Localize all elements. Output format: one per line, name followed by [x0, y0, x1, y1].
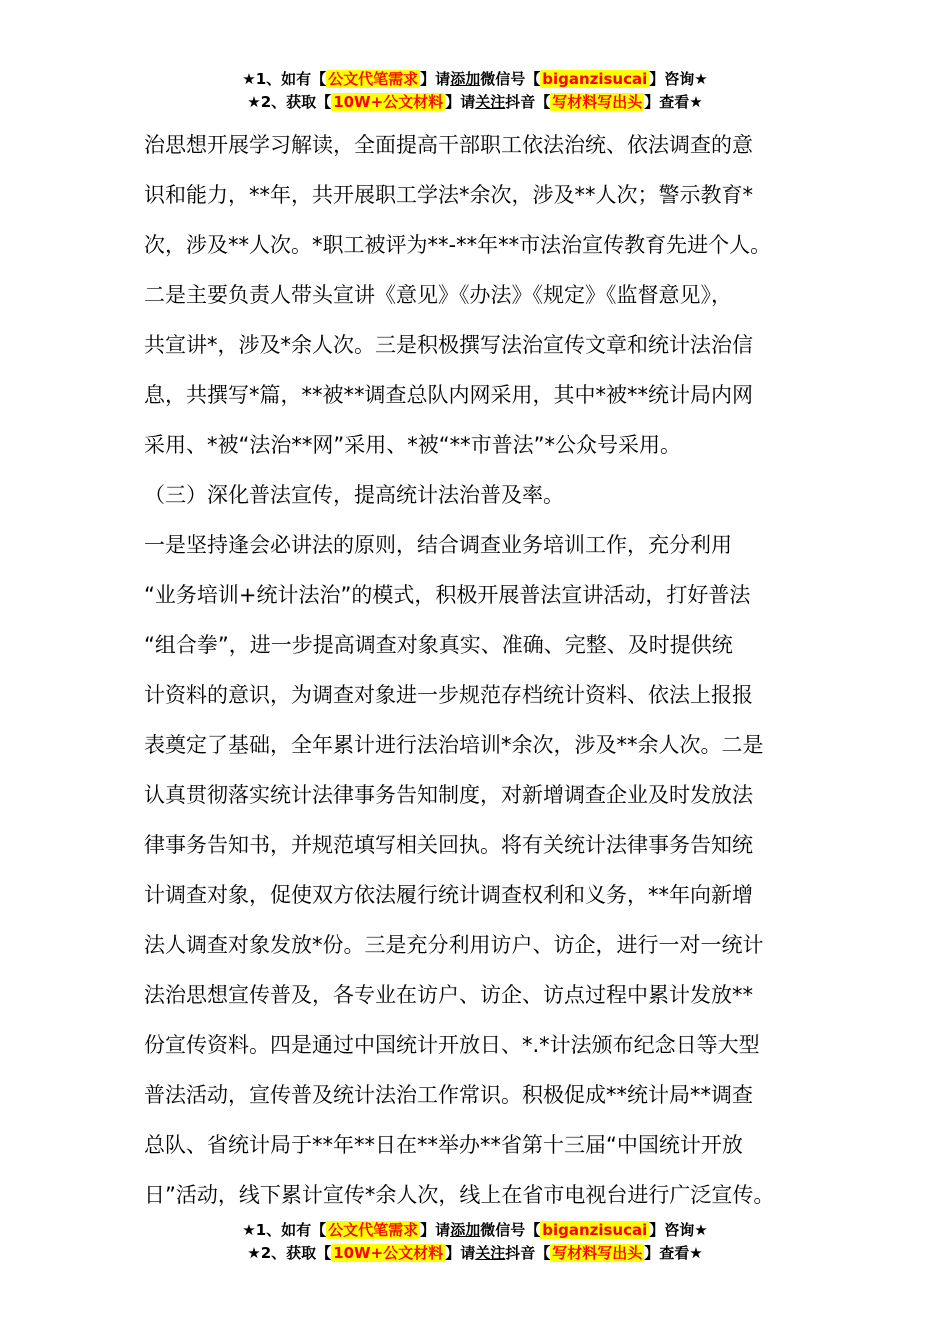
banner-underlined: 添加 [450, 1221, 481, 1239]
body-line: 计资料的意识，为调查对象进一步规范存档统计资料、依法上报报 [144, 683, 753, 707]
body-line: 表奠定了基础，全年累计进行法治培训*余次，涉及**余人次。二是 [144, 733, 764, 757]
body-line: 识和能力，**年，共开展职工学法*余次，涉及**人次；警示教育* [144, 183, 753, 207]
body-line: 采用、*被“法治**网”采用、*被“**市普法”*公众号采用。 [144, 433, 682, 457]
highlight-wechat-id: biganzisucai [542, 1221, 648, 1239]
banner-text: 】请 [445, 1244, 476, 1262]
body-line: “组合拳”，进一步提高调查对象真实、准确、完整、及时提供统 [144, 633, 733, 657]
body-line: “业务培训+统计法治”的模式，积极开展普法宣讲活动，打好普法 [144, 583, 751, 607]
banner-text: 抖音【 [505, 93, 551, 111]
banner-underlined: 关注 [475, 1244, 506, 1262]
banner-text: 】查看★ [644, 1244, 703, 1262]
highlight-douyin: 写材料写出头 [552, 93, 643, 111]
banner-underlined: 添加 [450, 70, 481, 88]
banner-text: 】请 [445, 93, 476, 111]
body-line: 律事务告知书，并规范填写相关回执。将有关统计法律事务告知统 [144, 833, 753, 857]
banner-text: 抖音【 [505, 1244, 551, 1262]
banner-text: ★2、获取【 [247, 1244, 332, 1262]
highlight-wechat-id: biganzisucai [542, 70, 648, 88]
highlight-materials: 10W+公文材料 [333, 1244, 444, 1262]
body-line: 息，共撰写*篇，**被**调查总队内网采用，其中*被**统计局内网 [144, 383, 753, 407]
body-line: 份宣传资料。四是通过中国统计开放日、*.*计法颁布纪念日等大型 [144, 1033, 760, 1057]
body-line: 二是主要负责人带头宣讲《意见》《办法》《规定》《监督意见》， [144, 283, 732, 307]
banner-text: 微信号【 [480, 1221, 541, 1239]
document-body [144, 120, 844, 1220]
banner-text: 】咨询★ [649, 1221, 708, 1239]
body-line: 法治思想宣传普及，各专业在访户、访企、访点过程中累计发放** [144, 983, 753, 1007]
header-banner [0, 68, 950, 114]
highlight-douyin: 写材料写出头 [552, 1244, 643, 1262]
body-line: 治思想开展学习解读，全面提高干部职工依法治统、依法调查的意 [144, 133, 753, 157]
highlight-materials: 10W+公文材料 [333, 93, 444, 111]
banner-underlined: 关注 [475, 93, 506, 111]
body-line: 共宣讲*，涉及*余人次。三是积极撰写法治宣传文章和统计法治信 [144, 333, 753, 357]
banner-text: ★1、如有【 [242, 70, 327, 88]
banner-text: ★2、获取【 [247, 93, 332, 111]
banner-text: ★1、如有【 [242, 1221, 327, 1239]
footer-banner [0, 1219, 950, 1265]
banner-line-2 [0, 91, 950, 114]
highlight-service: 公文代笔需求 [328, 70, 419, 88]
body-line: 总队、省统计局于**年**日在**举办**省第十三届“中国统计开放 [144, 1133, 743, 1157]
body-line: 普法活动，宣传普及统计法治工作常识。积极促成**统计局**调查 [144, 1083, 753, 1107]
highlight-service: 公文代笔需求 [328, 1221, 419, 1239]
body-line: 法人调查对象发放*份。三是充分利用访户、访企，进行一对一统计 [144, 933, 764, 957]
banner-text: 】咨询★ [649, 70, 708, 88]
banner-text: 】请 [420, 1221, 451, 1239]
body-line: 认真贯彻落实统计法律事务告知制度，对新增调查企业及时发放法 [144, 783, 753, 807]
body-line: 日”活动，线下累计宣传*余人次，线上在省市电视台进行广泛宣传。 [144, 1183, 775, 1207]
banner-line-1 [0, 68, 950, 91]
banner-text: 】查看★ [644, 93, 703, 111]
banner-line-2 [0, 1242, 950, 1265]
banner-line-1 [0, 1219, 950, 1242]
body-line: 次，涉及**人次。*职工被评为**-**年**市法治宣传教育先进个人。 [144, 233, 772, 257]
body-line: 一是坚持逢会必讲法的原则，结合调查业务培训工作，充分利用 [144, 533, 732, 557]
section-heading: （三）深化普法宣传，提高统计法治普及率。 [144, 483, 564, 507]
body-line: 计调查对象，促使双方依法履行统计调查权利和义务，**年向新增 [144, 883, 753, 907]
banner-text: 】请 [420, 70, 451, 88]
banner-text: 微信号【 [480, 70, 541, 88]
